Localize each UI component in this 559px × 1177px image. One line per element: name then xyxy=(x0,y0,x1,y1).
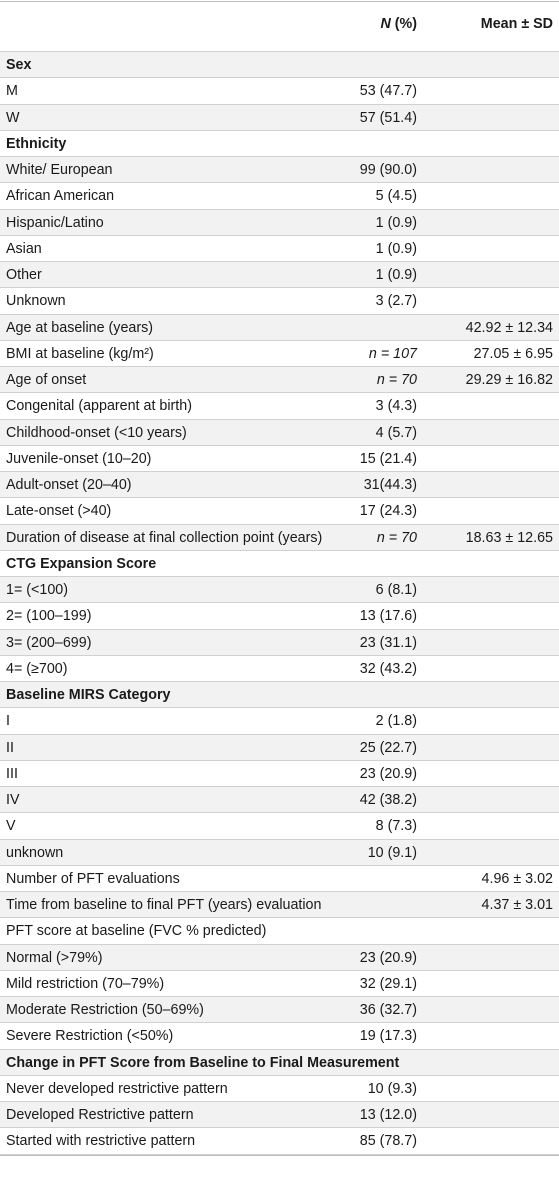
row-label: Duration of disease at final collection point (years) xyxy=(6,529,323,546)
cell-n-percent: 3 (4.3) xyxy=(375,398,417,415)
cell-n-percent: 13 (12.0) xyxy=(359,1107,417,1124)
cell-n-percent: 17 (24.3) xyxy=(359,503,417,520)
section-label: Change in PFT Score from Baseline to Final Measurement xyxy=(6,1054,400,1071)
row-label: BMI at baseline (kg/m²) xyxy=(6,345,154,362)
row-label: 2= (100–199) xyxy=(6,608,92,625)
cell-mean-sd: 42.92 ± 12.34 xyxy=(465,319,553,336)
row-label: Hispanic/Latino xyxy=(6,214,104,231)
row-label: W xyxy=(6,109,20,126)
row-label: 1= (<100) xyxy=(6,582,68,599)
table-row xyxy=(0,367,559,393)
table-row xyxy=(0,1076,559,1102)
table-row xyxy=(0,577,559,603)
section-header-row xyxy=(0,1050,559,1076)
row-label: Never developed restrictive pattern xyxy=(6,1080,228,1097)
cell-n-percent: 42 (38.2) xyxy=(359,792,417,809)
section-header-row xyxy=(0,131,559,157)
table-header-row xyxy=(0,2,559,52)
table-row xyxy=(0,892,559,918)
cell-n-percent: 25 (22.7) xyxy=(359,739,417,756)
cell-n-percent: 23 (31.1) xyxy=(359,634,417,651)
cell-n-percent: 23 (20.9) xyxy=(359,765,417,782)
table-row xyxy=(0,498,559,524)
cell-mean-sd: 18.63 ± 12.65 xyxy=(465,529,553,546)
table-row xyxy=(0,997,559,1023)
table-row xyxy=(0,157,559,183)
row-label: II xyxy=(6,739,14,756)
table-row xyxy=(0,630,559,656)
table-row xyxy=(0,603,559,629)
row-label: African American xyxy=(6,188,115,205)
row-label: White/ European xyxy=(6,162,113,179)
row-label: III xyxy=(6,765,18,782)
row-label: Started with restrictive pattern xyxy=(6,1133,196,1150)
section-label: Sex xyxy=(6,57,32,74)
bottom-rule xyxy=(0,1155,559,1156)
table-row xyxy=(0,341,559,367)
table-row xyxy=(0,472,559,498)
section-header-row xyxy=(0,551,559,577)
table-row xyxy=(0,105,559,131)
cell-n-percent: 10 (9.1) xyxy=(367,844,417,861)
row-label: unknown xyxy=(6,844,64,861)
header-col-mean-sd: Mean ± SD xyxy=(480,16,553,32)
cell-n-percent: 1 (0.9) xyxy=(375,240,417,257)
cell-n-percent: 6 (8.1) xyxy=(375,582,417,599)
cell-n-percent: 10 (9.3) xyxy=(367,1080,417,1097)
header-n-rest: (%) xyxy=(390,16,417,32)
row-label: IV xyxy=(6,792,20,809)
section-label: CTG Expansion Score xyxy=(6,555,157,572)
section-label: Ethnicity xyxy=(6,135,67,152)
header-col-n-percent xyxy=(380,16,417,32)
row-label: Mild restriction (70–79%) xyxy=(6,975,165,992)
section-label: Baseline MIRS Category xyxy=(6,687,171,704)
table-row xyxy=(0,262,559,288)
table-row xyxy=(0,708,559,734)
row-label: Congenital (apparent at birth) xyxy=(6,398,192,415)
table-row xyxy=(0,840,559,866)
cell-n-percent: n = 70 xyxy=(376,372,417,389)
table-body xyxy=(0,52,559,1155)
cell-n-percent: 2 (1.8) xyxy=(375,713,417,730)
table-row xyxy=(0,866,559,892)
cell-n-percent: 36 (32.7) xyxy=(359,1002,417,1019)
row-label: Childhood-onset (<10 years) xyxy=(6,424,187,441)
table-row xyxy=(0,183,559,209)
table-row xyxy=(0,1023,559,1049)
table-row xyxy=(0,1102,559,1128)
row-rule xyxy=(0,1154,559,1155)
cell-n-percent: 1 (0.9) xyxy=(375,267,417,284)
table-row xyxy=(0,945,559,971)
row-label: Severe Restriction (<50%) xyxy=(6,1028,174,1045)
cell-n-percent: 85 (78.7) xyxy=(359,1133,417,1150)
table-row xyxy=(0,210,559,236)
table-row xyxy=(0,420,559,446)
table-row xyxy=(0,315,559,341)
row-label: Unknown xyxy=(6,293,66,310)
row-label: Other xyxy=(6,267,42,284)
cell-n-percent: n = 107 xyxy=(368,345,417,362)
row-label: Developed Restrictive pattern xyxy=(6,1107,194,1124)
cell-n-percent: 57 (51.4) xyxy=(359,109,417,126)
cell-mean-sd: 4.37 ± 3.01 xyxy=(481,897,553,914)
row-label: 4= (≥700) xyxy=(6,660,68,677)
row-label: Number of PFT evaluations xyxy=(6,870,180,887)
row-label: Asian xyxy=(6,240,42,257)
row-label: Age at baseline (years) xyxy=(6,319,154,336)
demographics-table xyxy=(0,1,559,1156)
row-label: V xyxy=(6,818,16,835)
row-label: Juvenile-onset (10–20) xyxy=(6,450,152,467)
cell-n-percent: 31(44.3) xyxy=(363,477,417,494)
cell-n-percent: 4 (5.7) xyxy=(375,424,417,441)
cell-n-percent: 13 (17.6) xyxy=(359,608,417,625)
row-label: Moderate Restriction (50–69%) xyxy=(6,1002,204,1019)
cell-n-percent: 99 (90.0) xyxy=(359,162,417,179)
table-row xyxy=(0,393,559,419)
table-row xyxy=(0,918,559,944)
row-label: Normal (>79%) xyxy=(6,949,103,966)
cell-n-percent: 1 (0.9) xyxy=(375,214,417,231)
row-label: Time from baseline to final PFT (years) evaluation xyxy=(6,897,322,914)
cell-n-percent: 15 (21.4) xyxy=(359,450,417,467)
table-row xyxy=(0,525,559,551)
cell-n-percent: 23 (20.9) xyxy=(359,949,417,966)
cell-mean-sd: 4.96 ± 3.02 xyxy=(481,870,553,887)
table-row xyxy=(0,78,559,104)
cell-n-percent: 3 (2.7) xyxy=(375,293,417,310)
section-header-row xyxy=(0,682,559,708)
table-row xyxy=(0,813,559,839)
cell-n-percent: 5 (4.5) xyxy=(375,188,417,205)
table-row xyxy=(0,236,559,262)
row-label: Age of onset xyxy=(6,372,87,389)
table-row xyxy=(0,1128,559,1154)
cell-n-percent: 8 (7.3) xyxy=(375,818,417,835)
row-label: Late-onset (>40) xyxy=(6,503,112,520)
cell-n-percent: 19 (17.3) xyxy=(359,1028,417,1045)
cell-mean-sd: 27.05 ± 6.95 xyxy=(473,345,553,362)
table-row xyxy=(0,787,559,813)
cell-n-percent: 32 (29.1) xyxy=(359,975,417,992)
row-label: 3= (200–699) xyxy=(6,634,92,651)
row-label: M xyxy=(6,83,18,100)
table-row xyxy=(0,446,559,472)
row-label: PFT score at baseline (FVC % predicted) xyxy=(6,923,267,940)
table-row xyxy=(0,971,559,997)
row-label: Adult-onset (20–40) xyxy=(6,477,132,494)
section-header-row xyxy=(0,52,559,78)
cell-n-percent: n = 70 xyxy=(376,529,417,546)
cell-n-percent: 53 (47.7) xyxy=(359,83,417,100)
cell-mean-sd: 29.29 ± 16.82 xyxy=(465,372,553,389)
table-row xyxy=(0,735,559,761)
header-n-italic: N xyxy=(380,16,391,32)
table-row xyxy=(0,761,559,787)
table-row xyxy=(0,656,559,682)
cell-n-percent: 32 (43.2) xyxy=(359,660,417,677)
table-row xyxy=(0,288,559,314)
row-label: I xyxy=(6,713,10,730)
